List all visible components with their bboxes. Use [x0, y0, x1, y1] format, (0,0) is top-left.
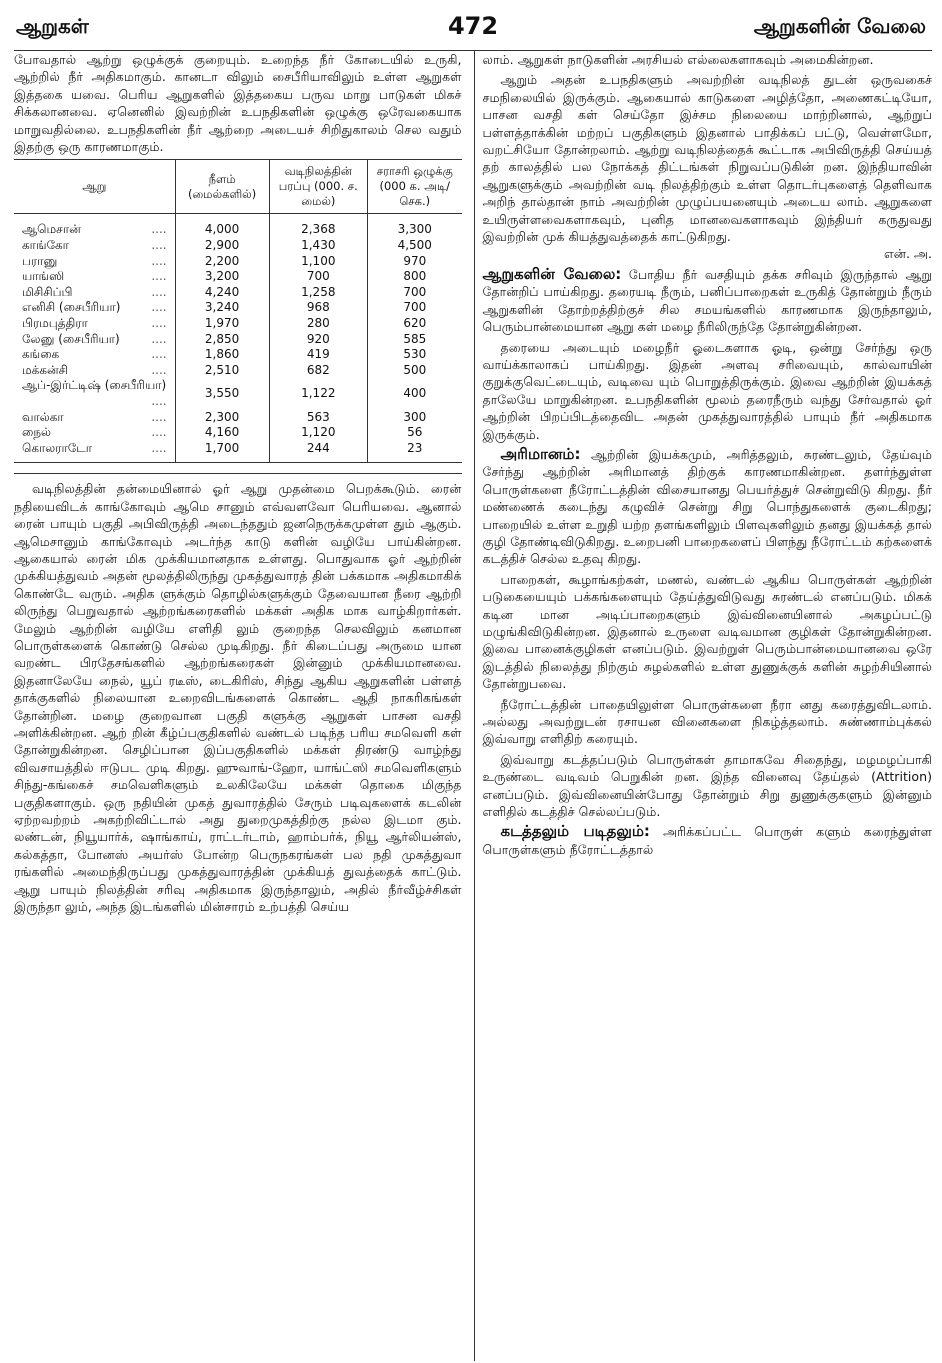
- discharge-cell: [368, 332, 462, 348]
- basin-area-cell: [269, 378, 367, 409]
- river-name-cell: [14, 347, 175, 363]
- length-cell-text: 1,700: [204, 440, 240, 455]
- discharge-cell-text: 400: [403, 386, 427, 401]
- page-header: [14, 4, 932, 51]
- paragraph-2: [483, 71, 932, 262]
- length-cell-text: 3,240: [204, 300, 240, 315]
- length-cell-text: 2,850: [204, 331, 240, 346]
- river-name-cell-text: நைல்: [22, 425, 52, 440]
- discharge-cell-text: 300: [403, 409, 427, 424]
- erosion-heading: அரிமானம்:: [500, 444, 581, 463]
- discharge-cell: [368, 441, 462, 463]
- length-cell-text: 4,240: [204, 284, 240, 299]
- leader-dots: ....: [151, 269, 167, 284]
- river-name-cell-text: கங்கை: [22, 347, 60, 362]
- left-column: [14, 51, 462, 1361]
- col-header-discharge: சராசரி ஒழுக்கு (000 க. அடி/செக.): [368, 160, 462, 214]
- basin-area-cell-text: 968: [306, 300, 330, 315]
- paragraph-5-text: ஆற்றின் இயக்கமும், அரித்தலும், சுரண்டலும், தேய்வும் சேர்ந்து ஆற்றின் அரிமானத் திற்குக் காரணமாகின்றன. தளர்ந்துள்ள பொருள்களை நீரோட்டத்தின் விசையானது பெயர்த்துச் சென்றுவிடு கிறது. நீர் மண்ணைக் கடைந்து கழுவிச் சென்று சிறு பொந்துகளைக் குடைகிறது; பாறையில் உள்ள உறுதி யற்ற தளங்களிலும் பிளவுகளிலும் தனது இயக்கத் தால் குழி தோண்டிவிடுகிறது. உறைபனி பாறைகளைப் பிளந்து நீரோட்டம் கற்களைக் கடத்திச் செல்ல உதவு கிறது.: [482, 446, 932, 567]
- paragraph-3-text: போதிய நீர் வசதியும் தக்க சரிவும் இருந்தால் ஆறு தோன்றிப் பாய்கிறது. தரையடி நீரும், பனிப்பாறைகள் உருகித் தோன்றும் நீரும் ஆறுகளின் தோற்றத்திற்குச் சில சமயங்களில் காரணமாக இருந்தாலும், பெரும்பான்மையான ஆறு கள் மழை நீரிலிருந்தே தோன்றுகின்றன.: [482, 266, 932, 335]
- basin-area-cell-text: 419: [306, 347, 330, 362]
- paragraph-7: நீரோட்டத்தின் பாதையிலுள்ள பொருள்களை நீரா னது கரைத்துவிடலாம். அல்லது அவற்றுடன் ரசாயன வினைகளை நிகழ்த்தலாம். சுண்ணாம்புக்கல் இவ்வாறு எளிதிற் கரையும்.: [482, 696, 932, 747]
- basin-area-cell: [269, 316, 367, 332]
- basin-area-cell-text: 920: [306, 331, 330, 346]
- river-name-cell-text: எனிசி (சைபீரியா): [22, 300, 121, 315]
- leader-dots: ....: [151, 347, 167, 362]
- length-cell-text: 4,000: [204, 222, 240, 237]
- discharge-cell-text: 500: [403, 362, 427, 377]
- river-name-cell-text: வால்கா: [22, 409, 64, 424]
- leader-dots: ....: [151, 331, 167, 346]
- table-row: [14, 316, 462, 332]
- col-header-length: நீளம் (மைல்களில்): [175, 160, 269, 214]
- length-cell: [175, 378, 269, 409]
- body-paragraph: வடிநிலத்தின் தன்மையினால் ஓர் ஆறு முதன்மை பெறக்கூடும். ரைன் நதியைவிடக் காங்கோவும் ஆமெ சானும் எவ்வளவோ பெரியவை. ஆனால் ரைன் பாயும் பகுதி அபிவிருத்தி அடைந்ததும் ஜனநெருக்கமுள்ள தும் ஆகும். ஆமெசானும் காங்கோவும் அடர்ந்த காடு களின் வழியே பாய்கின்றன. ஆகையால் ரைன் மிக முக்கியமானதாக உள்ளது. பொதுவாக ஓர் ஆற்றின் முக்கியத்துவம் அதன் மூலத்திலிருந்து முகத்துவாரத் தின் பக்கமாக அதிகமாகிக் கொண்டே வரும். அதிக ளுக்கும் தொழில்களுக்கும் தேவையான நீரை ஆற்றி லிருந்து பெறுவதால் ஆற்றங்கரைகளில் மக்கள் அதிக மாக வாழ்கிறார்கள். மேலும் ஆற்றின் வழியே எளிதி லும் குறைந்த செலவிலும் கனமான பொருள்களைக் கொண்டு செல்ல முடிகிறது. நீர் கிடைப்பது அருமை யான வறண்ட பிரதேசங்களில் ஆற்றங்கரைகள் இன்னும் முக்கியமானவை. இதனாலேயே நைல், யூப் ரடீஸ், டைகிரிஸ், சிந்து ஆகிய ஆறுகளின் பள்ளத் தாக்குகளில் நிலையான உறைவிடங்களைக் கொண்ட ஆதி நாகரிகங்கள் தோன்றின. மழை குறைவான பகுதி களுக்கு ஆறுகள் பாசன வசதி அளிக்கின்றன. ஆற் றின் கீழ்ப்பகுதிகளில் வண்டல் படிந்த பரிய சமவெளி கள் தோன்றுகின்றன. செழிப்பான இப்பகுதிகளில் மக்கள் திரண்டு வாழ்ந்து விவசாயத்தில் ஈடுபட முடி கிறது. ஹுவாங்-ஹோ, யாங்ட்ஸி சமவெளிகளும் சிந்து-கங்கைச் சமவெளிகளும் உலகிலேயே மக்கள் தொகை மிகுந்த பகுதிகளாகும். ஒரு நதியின் முகத் துவாரத்தில் சேரும் படிவுகளைக் கடலின் ஏற்றவற்றம் அகற்றிவிட்டால் அது துறைமுகத்திற்கு நல்ல இடமா கும். லண்டன், நியூயார்க், ஷாங்காய், ராட்டர்டாம், ஹாம்பர்க், நியூ ஆர்லியன்ஸ், கல்கத்தா, போனஸ் அயர்ஸ் போன்ற பெருநகரங்கள் பல நதி முகத்துவா ரங்களில் அமைந்திருப்பது முகத்துவாரத்தின் முக்கியத் துவத்தைக் காட்டும். ஆறு பாயும் நிலத்தின் சரிவு அதிகமாக இருந்தாலும், அதில் நீர்வீழ்ச்சிகள் இருந்தா லும், அந்த இடங்களில் மின்சாரம் உற்பத்தி செய்ய: [14, 481, 462, 915]
- table-row: [14, 347, 462, 363]
- basin-area-cell-text: 1,122: [301, 386, 336, 401]
- table-row: [14, 410, 462, 426]
- basin-area-cell-text: 1,100: [301, 253, 336, 268]
- discharge-cell: [368, 269, 462, 285]
- river-name-cell: [14, 285, 175, 301]
- rivers-table: [14, 159, 462, 463]
- discharge-cell: [368, 425, 462, 441]
- river-name-cell-text: கொலராடோ: [22, 440, 93, 455]
- discharge-cell-text: 800: [403, 269, 427, 284]
- river-name-cell: [14, 316, 175, 332]
- leader-dots: ....: [151, 300, 167, 315]
- length-cell-text: 2,900: [204, 238, 240, 253]
- length-cell-text: 1,860: [204, 347, 240, 362]
- basin-area-cell: [269, 214, 367, 238]
- river-name-cell-text: லேனு (சைபீரியா): [22, 331, 120, 346]
- length-cell-text: 3,550: [204, 386, 240, 401]
- table-row: [14, 238, 462, 254]
- river-name-cell-text: யாங்ஸி: [22, 269, 65, 284]
- basin-area-cell: [269, 285, 367, 301]
- river-name-cell: [14, 378, 175, 409]
- discharge-cell-text: 585: [403, 331, 427, 346]
- discharge-cell: [368, 254, 462, 270]
- basin-area-cell-text: 1,258: [301, 284, 336, 299]
- length-cell-text: 3,200: [204, 269, 240, 284]
- table-row: [14, 332, 462, 348]
- river-name-cell-text: பிரமபுத்திரா: [22, 316, 88, 330]
- discharge-cell-text: 970: [403, 253, 427, 268]
- col-header-river: ஆறு: [14, 160, 175, 214]
- basin-area-cell-text: 280: [306, 316, 330, 330]
- discharge-cell: [368, 238, 462, 254]
- basin-area-cell-text: 2,368: [301, 222, 336, 237]
- discharge-cell-text: 3,300: [397, 222, 432, 237]
- discharge-cell: [368, 285, 462, 301]
- running-head-right: ஆறுகளின் வேலை: [753, 14, 926, 38]
- discharge-cell-text: 620: [403, 316, 427, 330]
- leader-dots: ....: [151, 409, 167, 424]
- river-name-cell-text: ஆப்-இர்ட்டிஷ் (சைபீரியா): [22, 378, 167, 393]
- basin-area-cell-text: 1,430: [301, 238, 336, 253]
- discharge-cell: [368, 316, 462, 332]
- leader-dots: ....: [151, 238, 167, 253]
- basin-area-cell-text: 244: [306, 440, 330, 455]
- discharge-cell: [368, 300, 462, 316]
- length-cell: [175, 269, 269, 285]
- river-name-cell: [14, 238, 175, 254]
- table-row: [14, 441, 462, 463]
- river-name-cell: [14, 269, 175, 285]
- river-name-cell-text: மக்கன்சி: [22, 362, 69, 377]
- table-row: [14, 254, 462, 270]
- section-heading: ஆறுகளின் வேலை:: [482, 264, 622, 283]
- length-cell: [175, 316, 269, 332]
- discharge-cell: [368, 410, 462, 426]
- discharge-cell-text: 56: [407, 425, 423, 440]
- discharge-cell-text: 23: [407, 440, 423, 455]
- leader-dots: ....: [151, 440, 167, 455]
- leader-dots: ....: [151, 222, 167, 237]
- discharge-cell-text: 4,500: [397, 238, 432, 253]
- author-signature: என். அ.: [883, 246, 932, 262]
- basin-area-cell: [269, 254, 367, 270]
- length-cell: [175, 214, 269, 238]
- basin-area-cell: [269, 410, 367, 426]
- basin-area-cell-text: 682: [306, 362, 330, 377]
- basin-area-cell: [269, 347, 367, 363]
- river-name-cell-text: ஆமெசான்: [22, 222, 81, 237]
- basin-area-cell: [269, 269, 367, 285]
- paragraph-5: [483, 446, 932, 568]
- running-head-left: ஆறுகள்: [16, 14, 89, 38]
- discharge-cell-text: 530: [403, 347, 427, 362]
- basin-area-cell: [269, 238, 367, 254]
- discharge-cell-text: 700: [403, 284, 427, 299]
- length-cell-text: 2,300: [204, 409, 240, 424]
- table-row: [14, 300, 462, 316]
- table-body: [14, 214, 462, 463]
- divider: [14, 473, 462, 474]
- basin-area-cell: [269, 441, 367, 463]
- intro-paragraph: போவதால் ஆற்று ஒழுக்குக் குறையும். உறைந்த நீர் கோடையில் உருகி, ஆற்றில் நீர் அதிகமாகும். கானடா விலும் சைபீரியாவிலும் உள்ள ஆறுகள் இத்தகை யவை. பெரிய ஆறுகளில் இத்தகைய பருவ மாறு பாடுகள் மிகச் சிக்கலானவை. ஏனெனில் இவற்றின் உபநதிகளின் ஒழுக்கு ஒரேவகையாக மாறுவதில்லை. உபநதிகளின் நீர் ஆற்றை அடையச் சிறிதுகாலம் செல வதும் இதற்கு ஒரு காரணமாகும்.: [14, 52, 462, 155]
- table-row: [14, 269, 462, 285]
- length-cell-text: 4,160: [204, 425, 240, 440]
- leader-dots: ....: [151, 253, 167, 268]
- length-cell: [175, 425, 269, 441]
- leader-dots: ....: [151, 425, 167, 440]
- length-cell: [175, 347, 269, 363]
- table-row: [14, 214, 462, 238]
- length-cell-text: 1,970: [204, 316, 240, 330]
- leader-dots: ....: [151, 284, 167, 299]
- length-cell-text: 2,510: [204, 362, 240, 377]
- page-number: 472: [447, 12, 499, 40]
- basin-area-cell: [269, 332, 367, 348]
- river-name-cell: [14, 254, 175, 270]
- transport-heading: கடத்தலும் படிதலும்:: [500, 822, 650, 841]
- paragraph-9: [483, 823, 932, 858]
- river-name-cell: [14, 441, 175, 463]
- paragraph-3: [483, 266, 932, 336]
- discharge-cell: [368, 214, 462, 238]
- basin-area-cell-text: 1,120: [301, 425, 336, 440]
- columns: [14, 51, 932, 1361]
- table-row: [14, 363, 462, 379]
- river-name-cell-text: காங்கோ: [22, 238, 69, 253]
- discharge-cell: [368, 378, 462, 409]
- table-header-row: [14, 160, 462, 214]
- length-cell: [175, 285, 269, 301]
- river-name-cell: [14, 214, 175, 238]
- river-name-cell: [14, 363, 175, 379]
- length-cell: [175, 363, 269, 379]
- basin-area-cell: [269, 425, 367, 441]
- length-cell: [175, 238, 269, 254]
- basin-area-cell: [269, 300, 367, 316]
- discharge-cell: [368, 347, 462, 363]
- river-name-cell: [14, 425, 175, 441]
- basin-area-cell: [269, 363, 367, 379]
- paragraph-8: இவ்வாறு கடத்தப்படும் பொருள்கள் தாமாகவே சிதைந்து, மழமழப்பாகி உருண்டை வடிவம் பெறுகின் றன. இந்த வினைவு தேய்தல் (Attrition) எனப்படும். இவ்வினையின்போது தோன்றும் சிறு துணுக்குகளும் இன்னும் எளிதில் கடத்திச் செல்லப்படும்.: [482, 751, 932, 820]
- discharge-cell: [368, 363, 462, 379]
- discharge-cell-text: 700: [403, 300, 427, 315]
- basin-area-cell-text: 700: [306, 269, 330, 284]
- table-row: [14, 285, 462, 301]
- basin-area-cell-text: 563: [306, 409, 330, 424]
- leader-dots: ....: [151, 362, 167, 377]
- river-name-cell-text: மிசிசிப்பி: [22, 284, 73, 299]
- length-cell: [175, 410, 269, 426]
- river-name-cell: [14, 332, 175, 348]
- river-name-cell-text: பரானு: [22, 253, 58, 268]
- length-cell: [175, 300, 269, 316]
- table-row: [14, 378, 462, 409]
- paragraph-1: லாம். ஆறுகள் நாடுகளின் அரசியல் எல்லைகளாகவும் அமைகின்றன.: [482, 52, 874, 67]
- right-column: [474, 51, 932, 1361]
- length-cell: [175, 254, 269, 270]
- paragraph-2-text: ஆறும் அதன் உபநதிகளும் அவற்றின் வடிநிலத் துடன் ஒருவகைச் சமநிலையில் இருக்கும். ஆகையால் காடுகளை அழித்தோ, அணைகட்டியோ, பாசன வசதி கள் செய்தோ இச்சம நிலையை மாற்றினால், ஆற்றுப் பள்ளத்தாக்கின் மற்றப் பகுதிகளும் இதனால் பாதிக்கப் பட்டு, வெள்ளமோ, வறட்சியோ தோன்றலாம். ஆற்று வடிநிலத்தைக் கூட்டாக அபிவிருத்தி செய்யத் தற் காலத்தில் பல நோக்கத் திட்டங்கள் நிறுவப்படுகின் றன. இந்தியாவின் ஆறுகளுக்கும் அவற்றின் வடி நிலத்திற்கும் உள்ள தொடர்புகளைத் தெளிவாக அறிந் தால்தான் நாம் அவற்றின் முழுப்பயனையும் அடைய லாம். ஆறுகளை உயிருள்ளவைகளாகவும், புனித மானவைகளாகவும் இந்தியர் கருதுவது இவற்றின் முக் கியத்துவத்தைக் காட்டுகிறது.: [482, 72, 932, 245]
- col-header-basin-area: வடிநிலத்தின் பரப்பு (000. ச. மைல்): [269, 160, 367, 214]
- table-row: [14, 425, 462, 441]
- leader-dots: ....: [151, 393, 167, 408]
- length-cell: [175, 332, 269, 348]
- leader-dots: ....: [151, 316, 167, 330]
- length-cell-text: 2,200: [204, 253, 240, 268]
- length-cell: [175, 441, 269, 463]
- river-name-cell: [14, 300, 175, 316]
- paragraph-4: தரையை அடையும் மழைநீர் ஓடைகளாக ஓடி, ஒன்று சேர்ந்து ஒரு வாய்க்காலாகப் பாய்கிறது. இதன் அளவு சரிவையும், கால்வாயின் குறுக்குவெட்டையும், வடிவை யும் பொறுத்திருக்கும். இவை ஆற்றின் இயக்கத் தாலேயே மாறுகின்றன. உபநதிகளின் மூலம் தரைநீரும் வந்து சேர்வதால் ஓர் ஆற்றின் பிறப்பிடத்தைவிட அதன் முகத்துவாரத்தில் பாயும் நீர் அதிகமாக இருக்கும்.: [482, 339, 932, 442]
- river-name-cell: [14, 410, 175, 426]
- paragraph-9-text: அரிக்கப்பட்ட பொருள் களும் கரைந்துள்ள பொருள்களும் நீரோட்டத்தால்: [482, 824, 932, 857]
- paragraph-6: பாறைகள், கூழாங்கற்கள், மணல், வண்டல் ஆகிய பொருள்கள் ஆற்றின் படுகையையும் பக்கங்களையும் தேய்த்துவிடுவது சுரண்டல் எனப்படும். மிகக் கடின மான அடிப்பாறைகளும் இவ்வினையினால் அகழப்பட்டு மழுங்கிவிடுகின்றன. இதனால் உருளை வடிவமான குழிகள் தோன்றுகின்றன. இவை பானைக்குழிகள் எனப்படும். இவற்றுள் பெரும்பான்மையானவை ஒரே இடத்தில் நிலைத்து நிற்கும் சுழல்களில் உள்ள துணுக்குக் களின் சுழற்சியினால் தோன்றுபவை.: [482, 571, 932, 692]
